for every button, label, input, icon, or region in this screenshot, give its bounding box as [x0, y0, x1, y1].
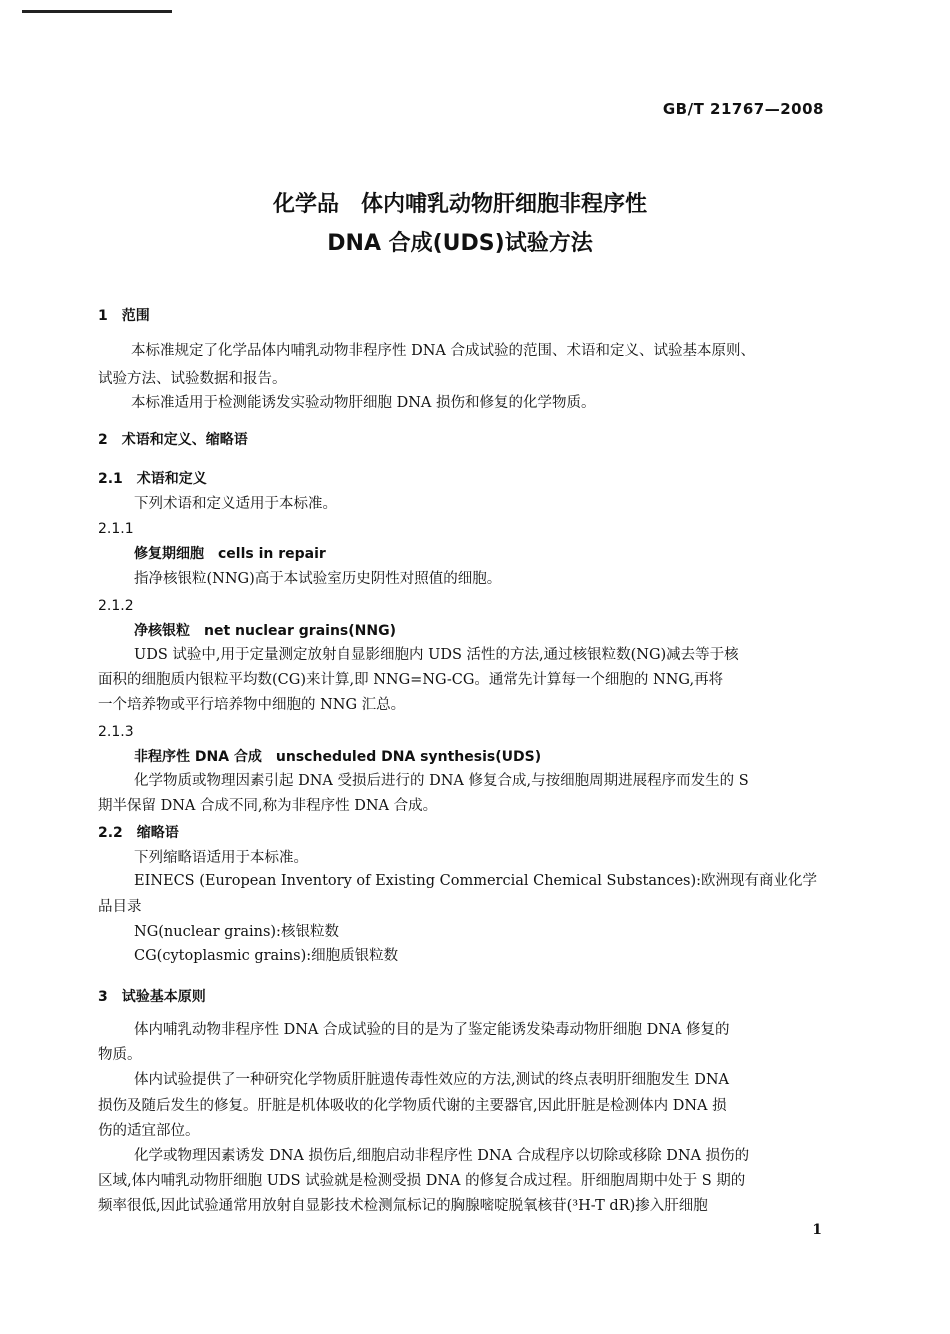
paragraph-line: 期半保留 DNA 合成不同,称为非程序性 DNA 合成。 [98, 798, 438, 814]
document-title-line-1: 化学品 体内哺乳动物肝细胞非程序性 [272, 192, 647, 217]
paragraph-line: 伤的适宜部位。 [98, 1123, 200, 1139]
paragraph-line: 物质。 [98, 1047, 142, 1063]
paragraph-line: UDS 试验中,用于定量测定放射自显影细胞内 UDS 活性的方法,通过核银粒数(NG)减去等于核 [134, 647, 739, 663]
paragraph-line: 下列缩略语适用于本标准。 [134, 850, 308, 866]
paragraph-line: 面积的细胞质内银粒平均数(CG)来计算,即 NNG=NG-CG。通常先计算每一个细胞的 NNG,再将 [98, 672, 724, 688]
paragraph-line: EINECS (European Inventory of Existing Commercial Chemical Substances):欧洲现有商业化学 [134, 873, 818, 889]
term-entry: 修复期细胞 cells in repair [134, 546, 326, 562]
top-rule [22, 10, 172, 13]
term-entry: 非程序性 DNA 合成 unscheduled DNA synthesis(UDS) [134, 749, 542, 765]
document-title-line-2: DNA 合成(UDS)试验方法 [327, 231, 593, 256]
paragraph-line: 试验方法、试验数据和报告。 [98, 371, 287, 387]
clause-number: 2.1.1 [98, 521, 134, 537]
standard-number: GB/T 21767—2008 [662, 100, 824, 118]
clause-number: 2.1.3 [98, 724, 134, 740]
paragraph-line: 品目录 [98, 899, 142, 915]
clause-number: 2.1.2 [98, 598, 134, 614]
paragraph-line: 体内哺乳动物非程序性 DNA 合成试验的目的是为了鉴定能诱发染毒动物肝细胞 DNA 修复的 [134, 1022, 730, 1038]
paragraph-line: 一个培养物或平行培养物中细胞的 NNG 汇总。 [98, 697, 406, 713]
term-entry: 净核银粒 net nuclear grains(NNG) [134, 623, 396, 639]
subsection-heading: 2.1 术语和定义 [98, 471, 207, 487]
paragraph-line: 本标准适用于检测能诱发实验动物肝细胞 DNA 损伤和修复的化学物质。 [131, 395, 596, 411]
section-heading: 2 术语和定义、缩略语 [98, 432, 248, 448]
paragraph-line: NG(nuclear grains):核银粒数 [134, 924, 339, 940]
paragraph-line: 区域,体内哺乳动物肝细胞 UDS 试验就是检测受损 DNA 的修复合成过程。肝细胞周期中处于 S 期的 [98, 1173, 746, 1189]
subsection-heading: 2.2 缩略语 [98, 825, 179, 841]
paragraph-line: 化学物质或物理因素引起 DNA 受损后进行的 DNA 修复合成,与按细胞周期进展程序而发生的 S [134, 773, 749, 789]
paragraph-line: 下列术语和定义适用于本标准。 [134, 496, 337, 512]
section-heading: 3 试验基本原则 [98, 989, 206, 1005]
paragraph-line: 化学或物理因素诱发 DNA 损伤后,细胞启动非程序性 DNA 合成程序以切除或移除 DNA 损伤的 [134, 1148, 750, 1164]
paragraph-line: 本标准规定了化学品体内哺乳动物非程序性 DNA 合成试验的范围、术语和定义、试验基本原则、 [131, 343, 755, 359]
paragraph-line: 指净核银粒(NNG)高于本试验室历史阴性对照值的细胞。 [134, 571, 502, 587]
paragraph-line: CG(cytoplasmic grains):细胞质银粒数 [134, 948, 399, 964]
page-number: 1 [812, 1222, 822, 1238]
paragraph-line: 频率很低,因此试验通常用放射自显影技术检测氚标记的胸腺嘧啶脱氧核苷(³H-T dR)掺入肝细胞 [98, 1198, 708, 1214]
section-heading: 1 范围 [98, 308, 150, 324]
paragraph-line: 体内试验提供了一种研究化学物质肝脏遗传毒性效应的方法,测试的终点表明肝细胞发生 DNA [134, 1072, 729, 1088]
paragraph-line: 损伤及随后发生的修复。肝脏是机体吸收的化学物质代谢的主要器官,因此肝脏是检测体内 DNA 损 [98, 1098, 727, 1114]
